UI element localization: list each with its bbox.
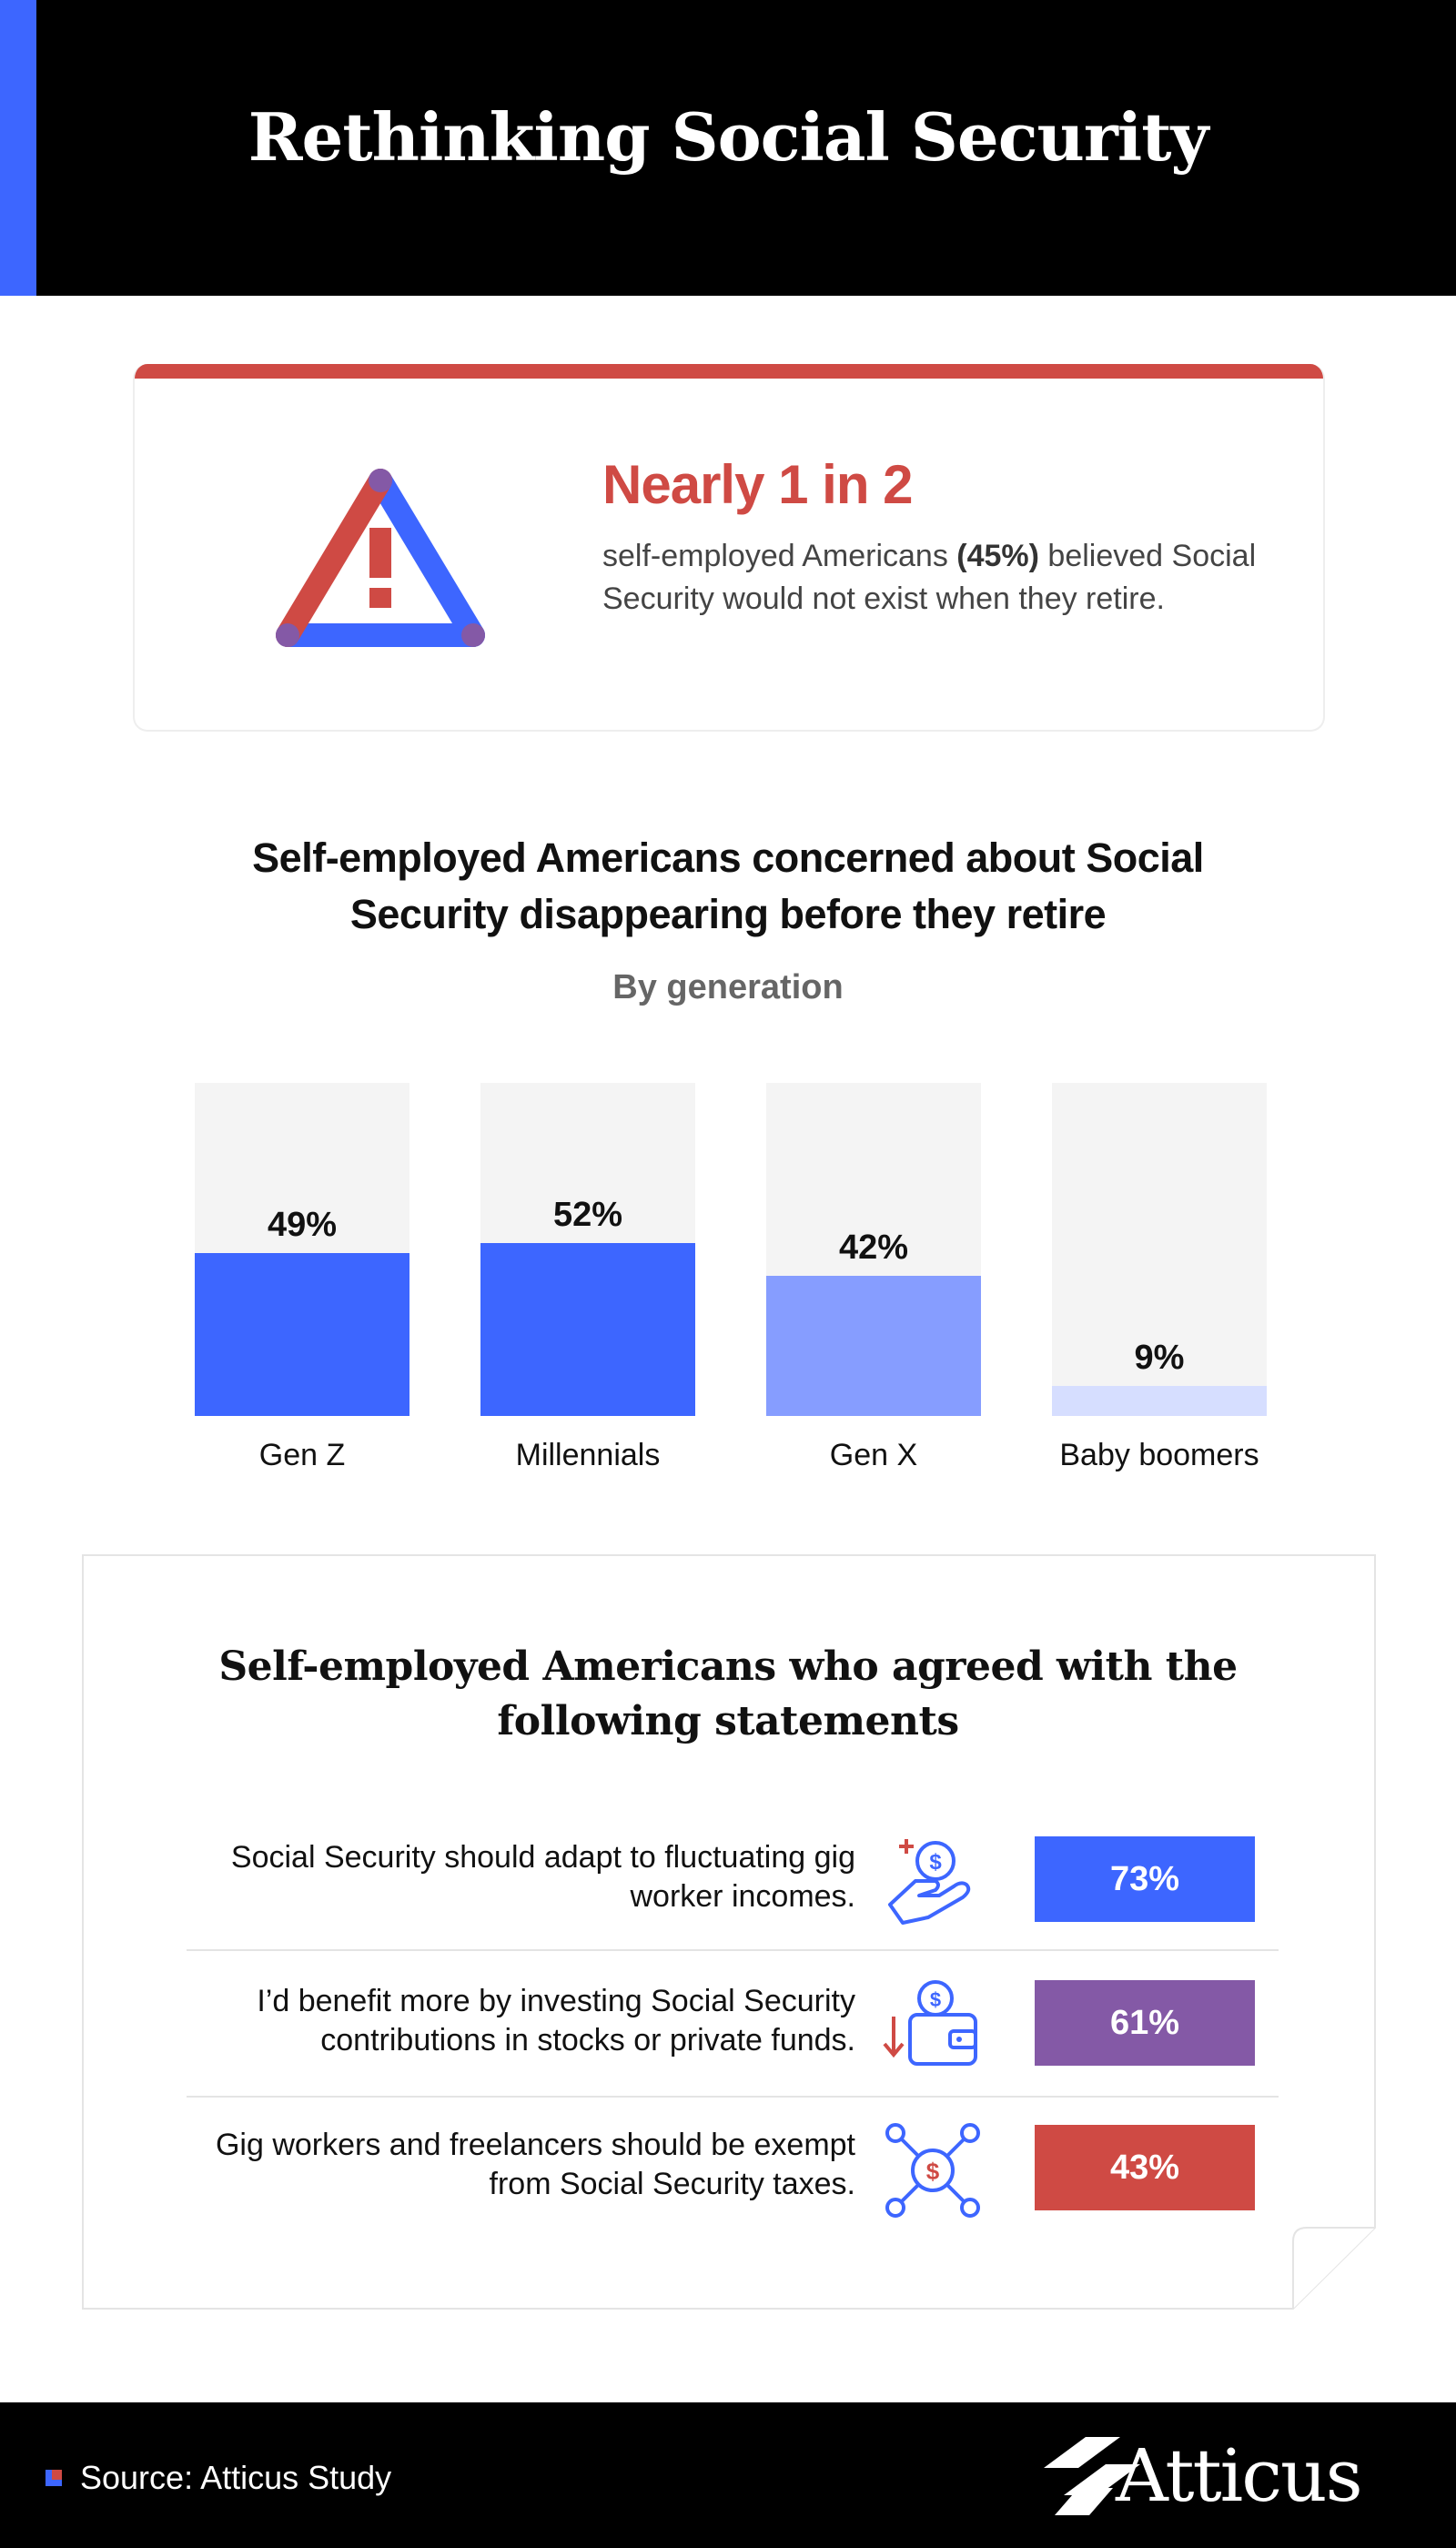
category-label: Millennials — [515, 1438, 661, 1472]
statement-text-3: Gig workers and freelancers should be exempt from Social Security taxes. — [215, 2128, 855, 2201]
wallet-coin-icon — [883, 1977, 983, 2077]
stat-description: self-employed Americans (45%) believed Social Security would not exist when they retire. — [602, 539, 1257, 616]
bar-value-label: 52% — [552, 1195, 623, 1234]
stat-headline: Nearly 1 in 2 — [602, 454, 913, 515]
bar-value-label: 42% — [838, 1228, 909, 1268]
stat-card — [133, 364, 1325, 732]
bar — [1052, 1386, 1267, 1416]
bar-track — [195, 1083, 410, 1416]
stat-percentage: (45%) — [956, 539, 1039, 573]
category-label: Gen X — [829, 1438, 918, 1472]
page-title: Rethinking Social Security — [248, 98, 1208, 176]
brand-name: Atticus — [1116, 2433, 1361, 2518]
warning-triangle-icon — [271, 464, 490, 651]
statement-divider — [187, 1949, 1279, 1951]
source-text: Source: Atticus Study — [80, 2459, 392, 2496]
statement-bar-2: 61% — [1035, 1980, 1255, 2066]
stat-card-top-bar — [135, 364, 1323, 379]
bar-value-label: 9% — [1134, 1339, 1185, 1378]
statements-title: Self-employed Americans who agreed with the following statements — [218, 1643, 1238, 1744]
bar-value-label: 49% — [267, 1205, 338, 1244]
source-square-icon — [46, 2470, 62, 2486]
svg-text:$: $ — [929, 1850, 942, 1875]
hand-coin-icon — [883, 1834, 983, 1934]
statement-text-1: Social Security should adapt to fluctuating gig worker incomes. — [230, 1840, 855, 1914]
bar-track — [766, 1083, 981, 1416]
statement-divider — [187, 2096, 1279, 2098]
network-coin-icon — [883, 2120, 983, 2220]
statement-bar-3: 43% — [1035, 2125, 1255, 2210]
bar-track — [1052, 1083, 1267, 1416]
bar — [195, 1253, 410, 1416]
category-label: Gen Z — [258, 1438, 346, 1472]
chart-title: Self-employed Americans concerned about Social Security disappearing before they retire — [252, 834, 1204, 937]
bar — [480, 1243, 695, 1416]
svg-text:$: $ — [925, 2158, 940, 2185]
svg-text:$: $ — [929, 1988, 942, 2011]
statement-bar-1: 73% — [1035, 1836, 1255, 1922]
category-label: Baby boomers — [1059, 1438, 1259, 1472]
bar — [766, 1276, 981, 1416]
bar-track — [480, 1083, 695, 1416]
statement-text-2: I’d benefit more by investing Social Security contributions in stocks or private funds. — [257, 1984, 855, 2058]
chart-subtitle: By generation — [612, 968, 844, 1006]
